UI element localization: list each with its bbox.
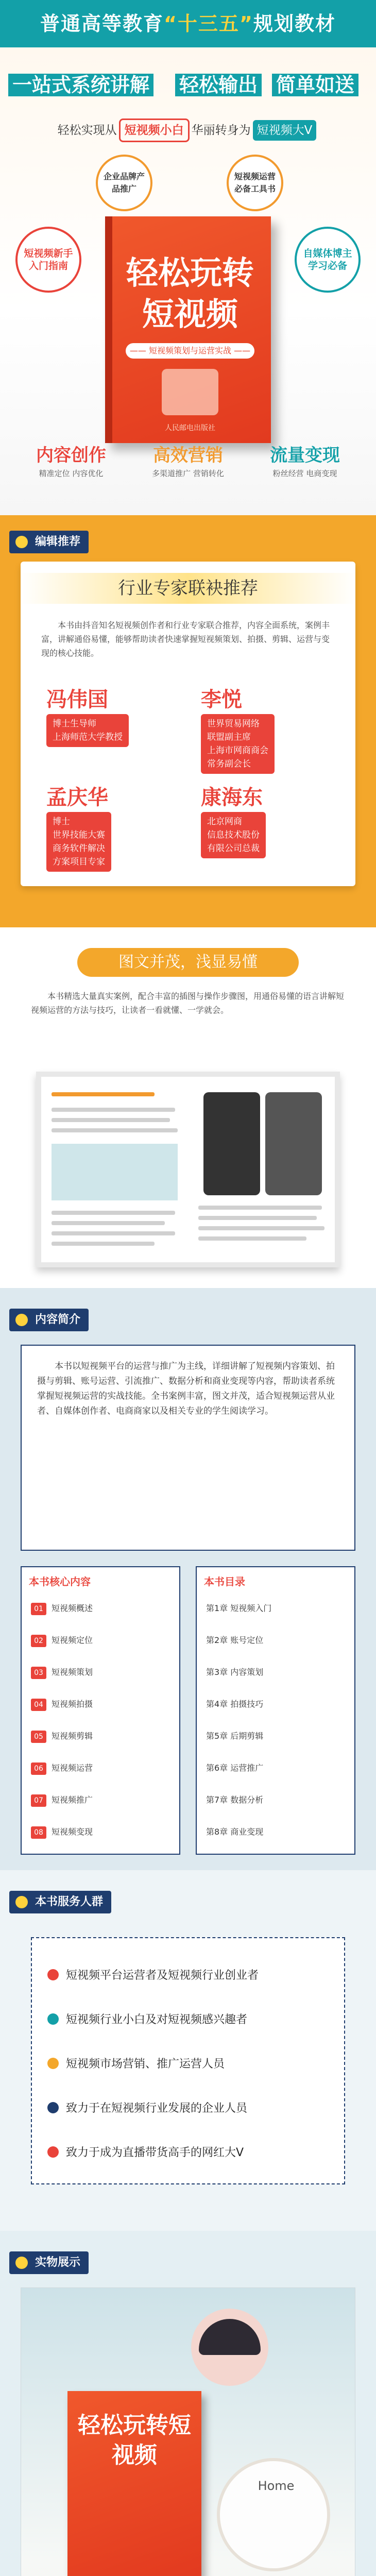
section-tag-audience: 本书服务人群 — [9, 1891, 111, 1913]
audience-box — [31, 1937, 345, 2184]
tagline: 轻松实现从 短视频小白 华丽转身为 短视频大V — [7, 116, 369, 145]
list-item: 第3章 内容策划 — [206, 1667, 264, 1677]
section-tag-photos: 实物展示 — [9, 2251, 89, 2274]
page-figure — [52, 1144, 178, 1200]
section-tag-content: 内容简介 — [9, 1309, 89, 1331]
list-item: 第8章 商业变现 — [206, 1827, 264, 1837]
core-content-list: 本书核心内容 01 短视频概述 02 短视频定位 03 短视频策划 04 短视频拍摄 05 短视频剪辑 06 短视频运营 07 短视频推广 08 短视频变现 — [21, 1566, 180, 1855]
star-icon — [15, 536, 28, 548]
list-item: 01 短视频概述 — [31, 1598, 93, 1619]
list-item: 06 短视频运营 — [31, 1758, 93, 1778]
camera-icon — [15, 2257, 28, 2269]
illustration-desc: 本书精选大量真实案例，配合丰富的插图与操作步骤图，用通俗易懂的语言讲解短视频运营的方法与技巧，让读者一看就懂、一学就会。 — [31, 991, 345, 1015]
book-subtitle: —— 短视频策划与运营实战 —— — [126, 343, 254, 359]
book-publisher: 人民邮电出版社 — [165, 424, 215, 432]
feature-marketing: 高效营销 多渠道推广 营销转化 — [152, 445, 224, 478]
slogan-3: 简单如送 — [272, 67, 358, 103]
content-intro-box — [21, 1345, 355, 1551]
book-cover — [105, 216, 271, 443]
slogan-2: 轻松输出 — [175, 67, 262, 103]
feature-bubble: 短视频运营必备工具书 — [227, 155, 283, 211]
expert-card: 冯伟国 博士生导师 上海师范大学教授 — [46, 685, 185, 788]
hero-section — [0, 0, 376, 515]
audience-item: 短视频行业小白及对短视频感兴趣者 — [47, 2003, 247, 2037]
expert-card: 李悦 世界贸易网络 联盟副主席 上海市网商商会 常务副会长 — [201, 685, 340, 788]
audience-item: 致力于在短视频行业发展的企业人员 — [47, 2092, 247, 2126]
list-item: 第4章 拍摄技巧 — [206, 1699, 264, 1709]
feature-bubble: 企业品牌产品推广 — [96, 155, 152, 211]
list-item: 03 短视频策划 — [31, 1662, 93, 1683]
feature-content-creation: 内容创作 精准定位 内容优化 — [36, 445, 106, 478]
list-item: 第1章 短视频入门 — [206, 1603, 272, 1613]
book-title: 轻松玩转短视频 — [126, 254, 254, 333]
list-item: 第6章 运营推广 — [206, 1763, 264, 1773]
phone-screenshot — [203, 1092, 260, 1195]
top-banner — [0, 0, 376, 47]
audience-item: 短视频市场营销、推广运营人员 — [47, 2047, 225, 2081]
content-intro: 本书以短视频平台的运营与推广为主线，详细讲解了短视频内容策划、拍摄与剪辑、账号运营、引流推广、数据分析和商业变现等内容，帮助读者系统掌握短视频运营的实战技能。全书案例丰富，图文并茂，适合短视频运营从业者、自媒体创作者、电商商家以及相关专业的学生阅读学习。 — [37, 1361, 335, 1416]
feature-bubble: 短视频新手入门指南 — [15, 227, 81, 293]
phone-illustration — [162, 369, 218, 415]
decor-frame — [217, 2458, 330, 2571]
product-photo-1 — [21, 2287, 355, 2576]
list-item: 02 短视频定位 — [31, 1630, 93, 1651]
expert-card: 康海东 北京网商 信息技术股份 有限公司总裁 — [201, 783, 340, 886]
feature-monetization: 流量变现 粉丝经营 电商变现 — [270, 445, 340, 478]
section-tag-recommend: 编辑推荐 — [9, 531, 89, 553]
slogan-1: 一站式系统讲解 — [8, 67, 153, 103]
list-item: 第7章 数据分析 — [206, 1795, 264, 1805]
book-spread-image — [36, 1072, 340, 1267]
experts-desc: 本书由抖音知名短视频创作者和行业专家联合推荐，内容全面系统，案例丰富，讲解通俗易懂，能够帮助读者快速掌握短视频策划、拍摄、剪辑、运营与变现的核心技能。 — [41, 620, 330, 658]
banner-title: 普通高等教育“十三五”规划教材 — [40, 12, 336, 35]
experts-card — [21, 562, 355, 886]
table-of-contents: 本书目录 第1章 短视频入门 第2章 账号定位 第3章 内容策划 第4章 拍摄技巧 第5章 后期剪辑 第6章 运营推广 第7章 数据分析 第8章 商业变现 — [196, 1566, 355, 1855]
list-item: 第5章 后期剪辑 — [206, 1731, 264, 1741]
home-sign: Home — [258, 2479, 295, 2493]
list-item: 第2章 账号定位 — [206, 1635, 264, 1645]
book-photo: 轻松玩转短视频 — [67, 2391, 201, 2576]
experts-heading: 行业专家联袂推荐 — [21, 573, 355, 604]
feature-bubble: 自媒体博主学习必备 — [295, 227, 361, 293]
book-icon — [15, 1314, 28, 1326]
audience-item: 短视频平台运营者及短视频行业创业者 — [47, 1959, 259, 1993]
audience-item: 致力于成为直播带货高手的网红大V — [47, 2136, 244, 2170]
list-item: 05 短视频剪辑 — [31, 1726, 93, 1747]
illustration-heading: 图文并茂，浅显易懂 — [77, 948, 299, 977]
list-item: 07 短视频推广 — [31, 1790, 93, 1810]
expert-card: 孟庆华 博士 世界技能大赛 商务软件解决 方案项目专家 — [46, 783, 185, 886]
list-item: 04 短视频拍摄 — [31, 1694, 93, 1715]
people-icon — [15, 1896, 28, 1908]
list-item: 08 短视频变现 — [31, 1822, 93, 1842]
phone-screenshot — [265, 1092, 322, 1195]
